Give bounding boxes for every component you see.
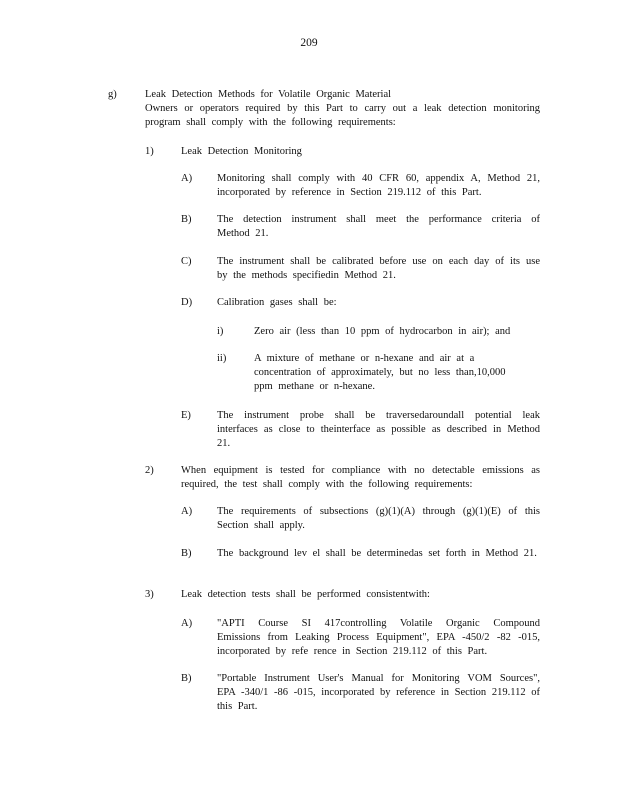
item-3-marker: 3): [145, 589, 154, 600]
item-1b-marker: B): [181, 214, 192, 225]
section-g-intro: Owners or operators required by this Part to carry out a leak detection monitoring program shall comply with the following requirements:: [145, 103, 540, 128]
section-g-marker: g): [108, 89, 117, 100]
page-number: 209: [300, 37, 318, 49]
item-2b-text: The background lev el shall be determinedas set forth in Method 21.: [217, 548, 537, 559]
item-3a-text: "APTI Course SI 417controlling Volatile Organic Compound Emissions from Leaking Process Equipment", EPA -450/2 -82 -015, incorporated by refe rence in Section 219.112 of this Part.: [217, 618, 540, 657]
item-2a-text: The requirements of subsections (g)(1)(A) through (g)(1)(E) of this Section shall apply.: [217, 506, 540, 531]
item-1d-ii-marker: ii): [217, 353, 227, 364]
item-1a-text: Monitoring shall comply with 40 CFR 60, appendix A, Method 21, incorporated by reference in Section 219.112 of this Part.: [217, 173, 540, 198]
item-1a-marker: A): [181, 173, 193, 184]
item-2b-marker: B): [181, 548, 192, 559]
item-1d-ii-text: A mixture of methane or n-hexane and air at a concentration of approximately, but no less than,10,000 ppm methane or n-hexane.: [254, 353, 506, 392]
item-3-text: Leak detection tests shall be performed consistentwith:: [181, 589, 430, 600]
item-3b-text: "Portable Instrument User's Manual for Monitoring VOM Sources", EPA -340/1 -86 -015, incorporated by reference in Section 219.112 of this Part.: [217, 673, 540, 712]
item-2a-marker: A): [181, 506, 193, 517]
item-1d-text: Calibration gases shall be:: [217, 297, 337, 308]
item-2-marker: 2): [145, 465, 154, 476]
item-1-title: Leak Detection Monitoring: [181, 146, 302, 157]
item-1e-text: The instrument probe shall be traversedaroundall potential leak interfaces as close to theinterface as possible as described in Method 21.: [217, 410, 540, 449]
item-2-text: When equipment is tested for compliance with no detectable emissions as required, the test shall comply with the following requirements:: [181, 465, 540, 490]
item-1c-marker: C): [181, 256, 192, 267]
item-1c-text: The instrument shall be calibrated before use on each day of its use by the methods specifiedin Method 21.: [217, 256, 540, 281]
item-1e-marker: E): [181, 410, 191, 421]
item-3a-marker: A): [181, 618, 193, 629]
item-1d-i-text: Zero air (less than 10 ppm of hydrocarbon in air); and: [254, 326, 511, 337]
section-g-title: Leak Detection Methods for Volatile Organic Material: [145, 89, 392, 100]
item-1b-text: The detection instrument shall meet the performance criteria of Method 21.: [217, 214, 540, 239]
item-1d-marker: D): [181, 297, 193, 308]
item-1d-i-marker: i): [217, 326, 224, 337]
item-3b-marker: B): [181, 673, 192, 684]
item-1-marker: 1): [145, 146, 154, 157]
